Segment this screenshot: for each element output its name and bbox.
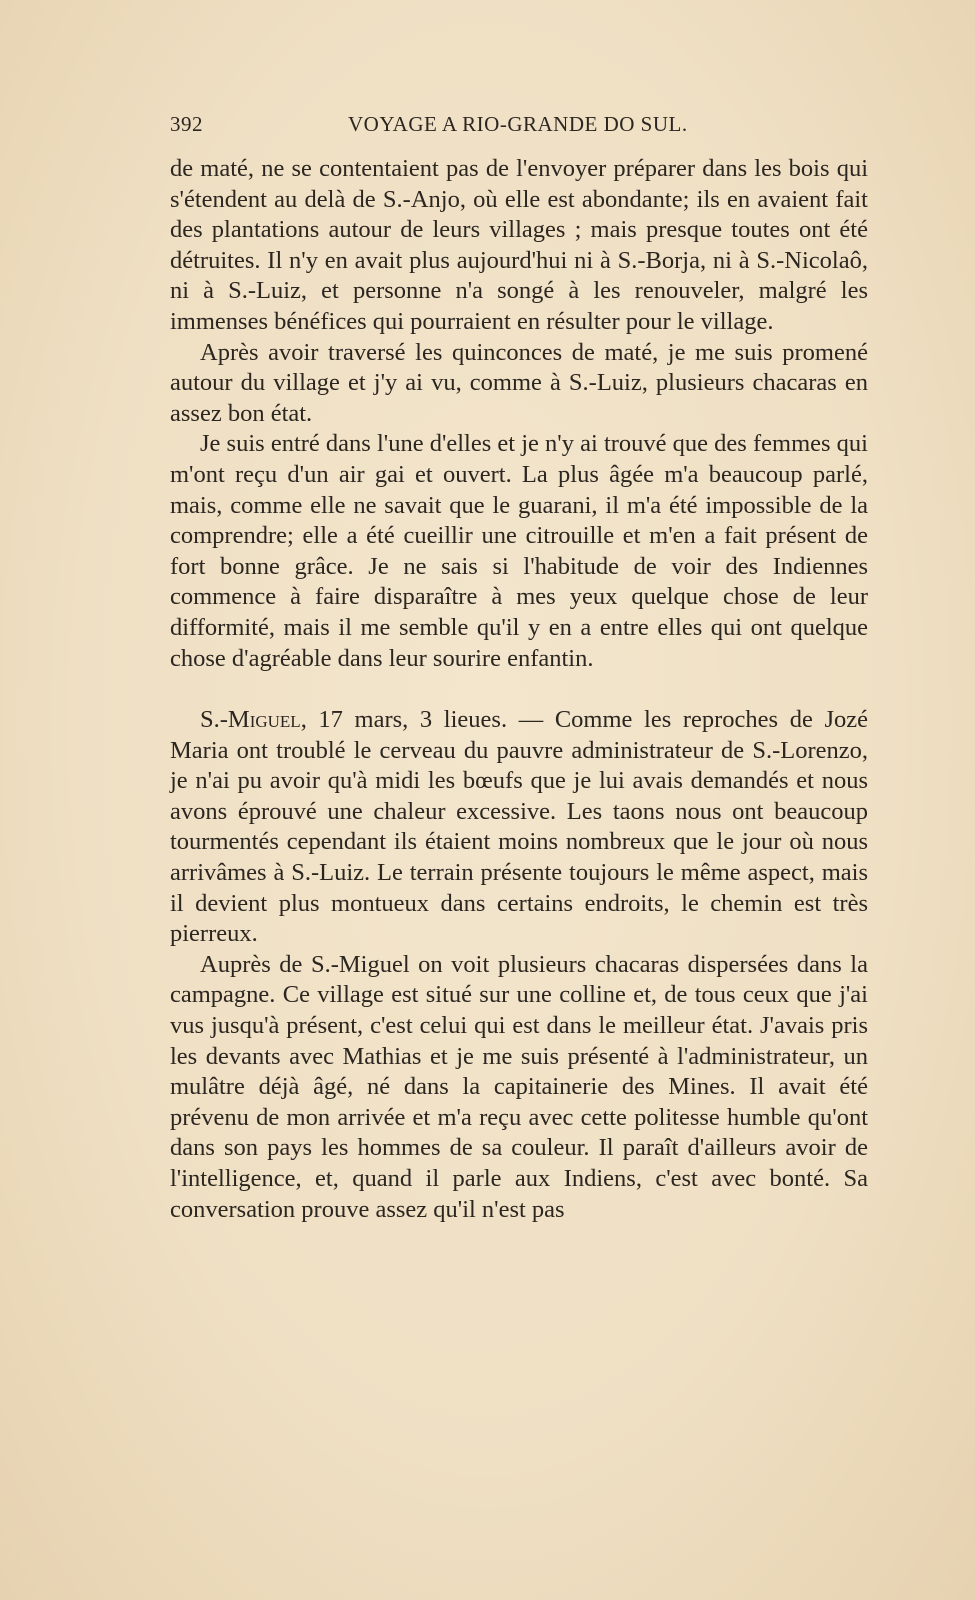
journal-entry	[170, 705, 868, 950]
body-text	[170, 154, 868, 1225]
page-number: 392	[170, 112, 203, 136]
paragraph: Je suis entré dans l'une d'elles et je n'y ai trouvé que des femmes qui m'ont reçu d'un air gai et ouvert. La plus âgée m'a beaucoup parlé, mais, comme elle ne savait que le guarani, il m'a été impossible de la comprendre; elle a été cueillir une citrouille et m'en a fait présent de fort bonne grâce. Je ne sais si l'habitude de voir des Indiennes commence à faire disparaître à mes yeux quelque chose de leur difformité, mais il me semble qu'il y en a entre elles qui ont quelque chose d'agréable dans leur sourire enfantin.	[170, 430, 868, 672]
entry-dateline: , 17 mars, 3 lieues. —	[300, 706, 555, 734]
page-header	[170, 112, 868, 140]
entry-place: S.-Miguel	[200, 706, 301, 734]
paragraph: Auprès de S.-Miguel on voit plusieurs chacaras dispersées dans la campagne. Ce village est situé sur une colline et, de tous ceux que j'ai vus jusqu'à présent, c'est celui qui est dans le meilleur état. J'avais pris les devants avec Mathias et je me suis présenté à l'administrateur, un mulâtre déjà âgé, né dans la capitainerie des Mines. Il avait été prévenu de mon arrivée et m'a reçu avec cette politesse humble qu'ont dans son pays les hommes de sa couleur. Il paraît d'ailleurs avoir de l'intelligence, et, quand il parle aux Indiens, c'est avec bonté. Sa conversation prouve assez qu'il n'est pas	[170, 950, 868, 1223]
running-head: VOYAGE A RIO-GRANDE DO SUL.	[348, 112, 688, 136]
paragraph: Après avoir traversé les quinconces de maté, je me suis promené autour du village et j'y ai vu, comme à S.-Luiz, plusieurs chacaras en assez bon état.	[170, 338, 868, 427]
entry-text: Comme les reproches de Jozé Maria ont troublé le cerveau du pauvre administrateur de S.-Lorenzo, je n'ai pu avoir qu'à midi les bœufs que je lui avais demandés et nous avons éprouvé une chaleur excessive. Les taons nous ont beaucoup tourmentés cependant ils étaient moins nombreux que le jour où nous arrivâmes à S.-Luiz. Le terrain présente toujours le même aspect, mais il devient plus montueux dans certains endroits, le chemin est très pierreux.	[170, 706, 868, 948]
paragraph-continued: de maté, ne se contentaient pas de l'envoyer préparer dans les bois qui s'étendent au delà de S.-Anjo, où elle est abondante; ils en avaient fait des plantations autour de leurs villages ; mais presque toutes ont été détruites. Il n'y en avait plus aujourd'hui ni à S.-Borja, ni à S.-Nicolaô, ni à S.-Luiz, et personne n'a songé à les renouveler, malgré les immenses bénéfices qui pourraient en résulter pour le village.	[170, 155, 868, 335]
section-gap	[170, 674, 868, 705]
